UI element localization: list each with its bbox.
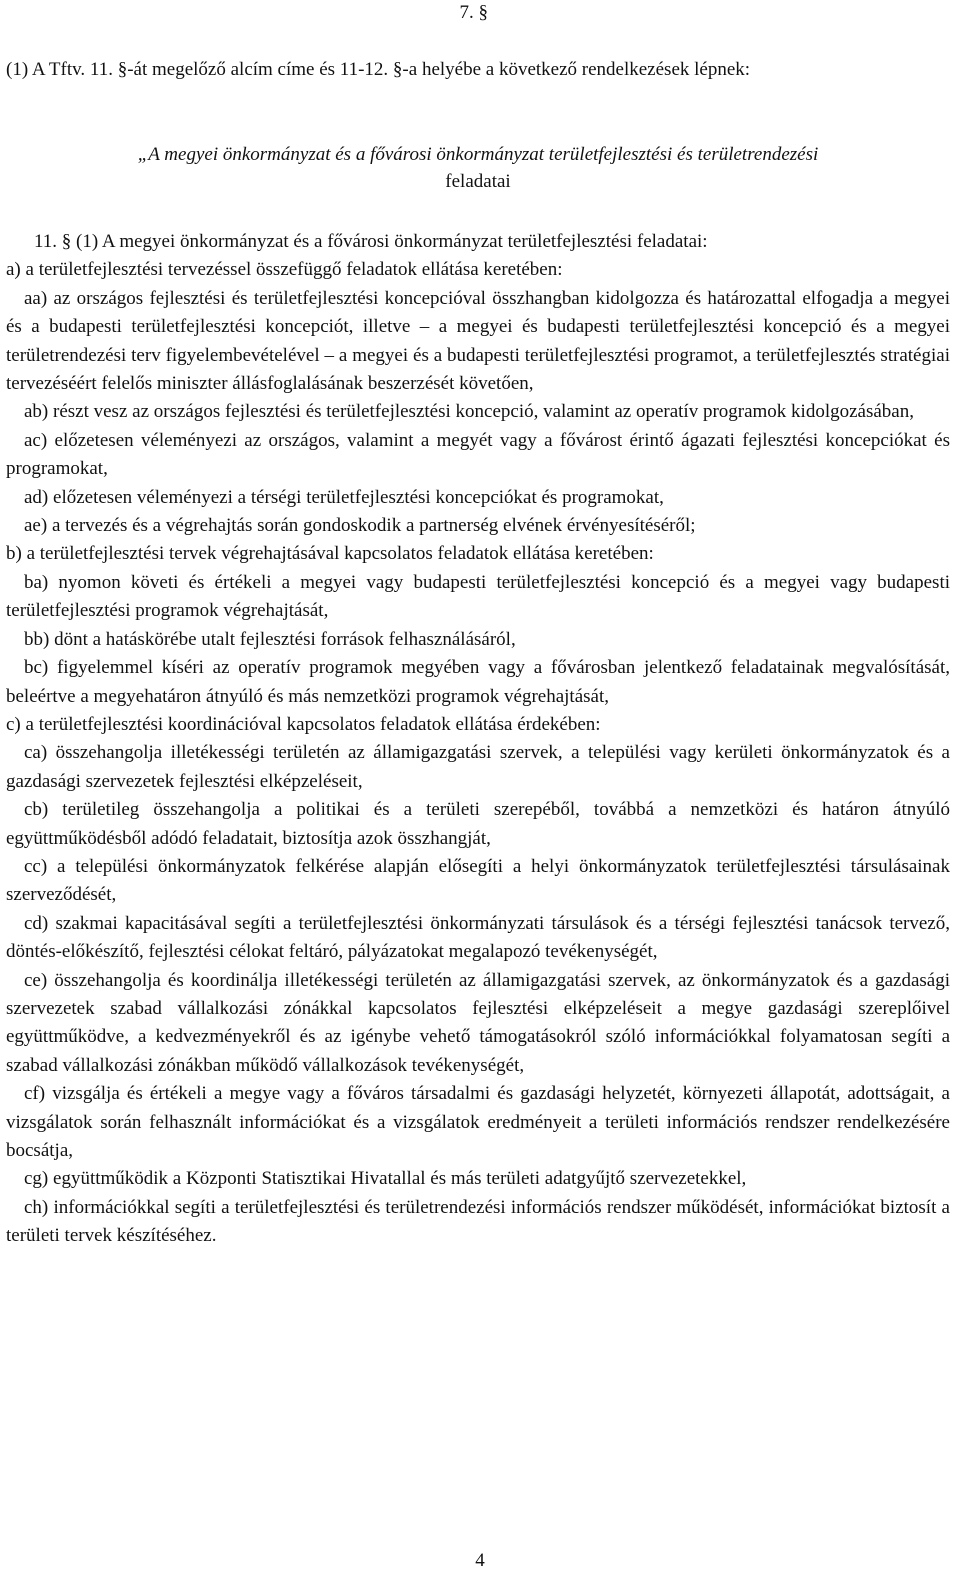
paragraph-bc: bc) figyelemmel kíséri az operatív programok megyében vagy a fővárosban jelentkező feladatainak megvalósítását, beleértve a megyehatáron átnyúló és más nemzetközi programok végrehajtását, — [6, 657, 950, 707]
body-text — [6, 228, 950, 1251]
paragraph-cb: cb) területileg összehangolja a politikai és a területi szerepéből, továbbá a nemzetközi és határon átnyúló együttműködésből adódó feladatait, biztosítja azok összhangját, — [6, 799, 950, 849]
page-number: 4 — [475, 1550, 485, 1571]
paragraph-cd: cd) szakmai kapacitásával segíti a területfejlesztési önkormányzati társulások és a térségi fejlesztési tanácsok tervező, döntés-előkészítő, fejlesztési célokat feltáró, pályázatokat megalapozó tevékenységét, — [6, 912, 950, 963]
paragraph-cf: cf) vizsgálja és értékeli a megye vagy a főváros társadalmi és gazdasági helyzetét, környezeti állapotát, adottságait, a vizsgálatok során felhasznált információkat és a vizsgálatok eredményeit a területi információs rendszer rendelkezésére bocsátja, — [6, 1083, 950, 1161]
paragraph-a: a) a területfejlesztési tervezéssel összefüggő feladatok ellátása keretében: — [6, 259, 563, 281]
paragraph-cg: cg) együttműködik a Központi Statisztikai Hivatallal és más területi adatgyűjtő szervezetekkel, — [24, 1168, 747, 1190]
paragraph-ca: ca) összehangolja illetékességi területén az államigazgatási szervek, a települési vagy kerületi önkormányzatok és a gazdasági szervezetek fejlesztési elképzeléseit, — [6, 742, 950, 792]
paragraph-ad: ad) előzetesen véleményezi a térségi területfejlesztési koncepciókat és programokat, — [24, 486, 664, 508]
section-number: 7. § — [459, 2, 488, 23]
paragraph-bb: bb) dönt a hatáskörébe utalt fejlesztési források felhasználásáról, — [24, 628, 516, 650]
paragraph-b: b) a területfejlesztési tervek végrehajtásával kapcsolatos feladatok ellátása keretében: — [6, 543, 654, 565]
paragraph-ce: ce) összehangolja és koordinálja illetékességi területén az államigazgatási szervek, az önkormányzatok és a gazdasági szervezetek szabad vállalkozási zónákkal kapcsolatos fejlesztési elképzeléseit a megye gazdasági szereplőivel együttműködve, a kedvezményekről és az igénybe vehető támogatásokról szóló információkkal folyamatosan segíti a szabad vállalkozási zónákban működő vállalkozások tevékenységét, — [6, 969, 950, 1076]
subtitle-line-2: feladatai — [445, 171, 511, 192]
paragraph-ab: ab) részt vesz az országos fejlesztési és területfejlesztési koncepció, valamint az operatív programok kidolgozásában, — [24, 401, 914, 423]
paragraph-c: c) a területfejlesztési koordinációval kapcsolatos feladatok ellátása érdekében: — [6, 713, 601, 735]
subtitle-line-1: „A megyei önkormányzat és a fővárosi önkormányzat területfejlesztési és területrendezési — [137, 144, 819, 165]
paragraph-cc: cc) a települési önkormányzatok felkérése alapján elősegíti a helyi önkormányzatok területfejlesztési társulásainak szerveződését, — [6, 855, 950, 906]
paragraph-ch: ch) információkkal segíti a területfejlesztési és területrendezési információs rendszer működését, információkat biztosít a területi tervek készítéséhez. — [6, 1196, 950, 1247]
paragraph-11-1: 11. § (1) A megyei önkormányzat és a fővárosi önkormányzat területfejlesztési feladatai: — [34, 231, 708, 252]
paragraph-ac: ac) előzetesen véleményezi az országos, valamint a megyét vagy a fővárost érintő ágazati fejlesztési koncepciókat és programokat, — [6, 429, 950, 480]
paragraph-ba: ba) nyomon követi és értékeli a megyei vagy budapesti területfejlesztési koncepció és a megyei vagy budapesti területfejlesztési programok végrehajtását, — [6, 571, 950, 622]
intro-paragraph: (1) A Tftv. 11. §-át megelőző alcím címe és 11-12. §-a helyébe a következő rendelkezések lépnek: — [6, 59, 751, 80]
paragraph-aa: aa) az országos fejlesztési és területfejlesztési koncepcióval összhangban kidolgozza és határozattal elfogadja a megyei és a budapesti területfejlesztési koncepciót, illetve – a megyei és budapesti területfejlesztési koncepció és a megyei területrendezési terv figyelembevételével – a megyei és a budapesti területfejlesztési programot, a területfejlesztés stratégiai tervezéséért felelős miniszter állásfoglalásának beszerzését követően, — [6, 287, 950, 395]
subtitle — [6, 141, 950, 195]
paragraph-ae: ae) a tervezés és a végrehajtás során gondoskodik a partnerség elvének érvényesítéséről; — [24, 515, 696, 537]
